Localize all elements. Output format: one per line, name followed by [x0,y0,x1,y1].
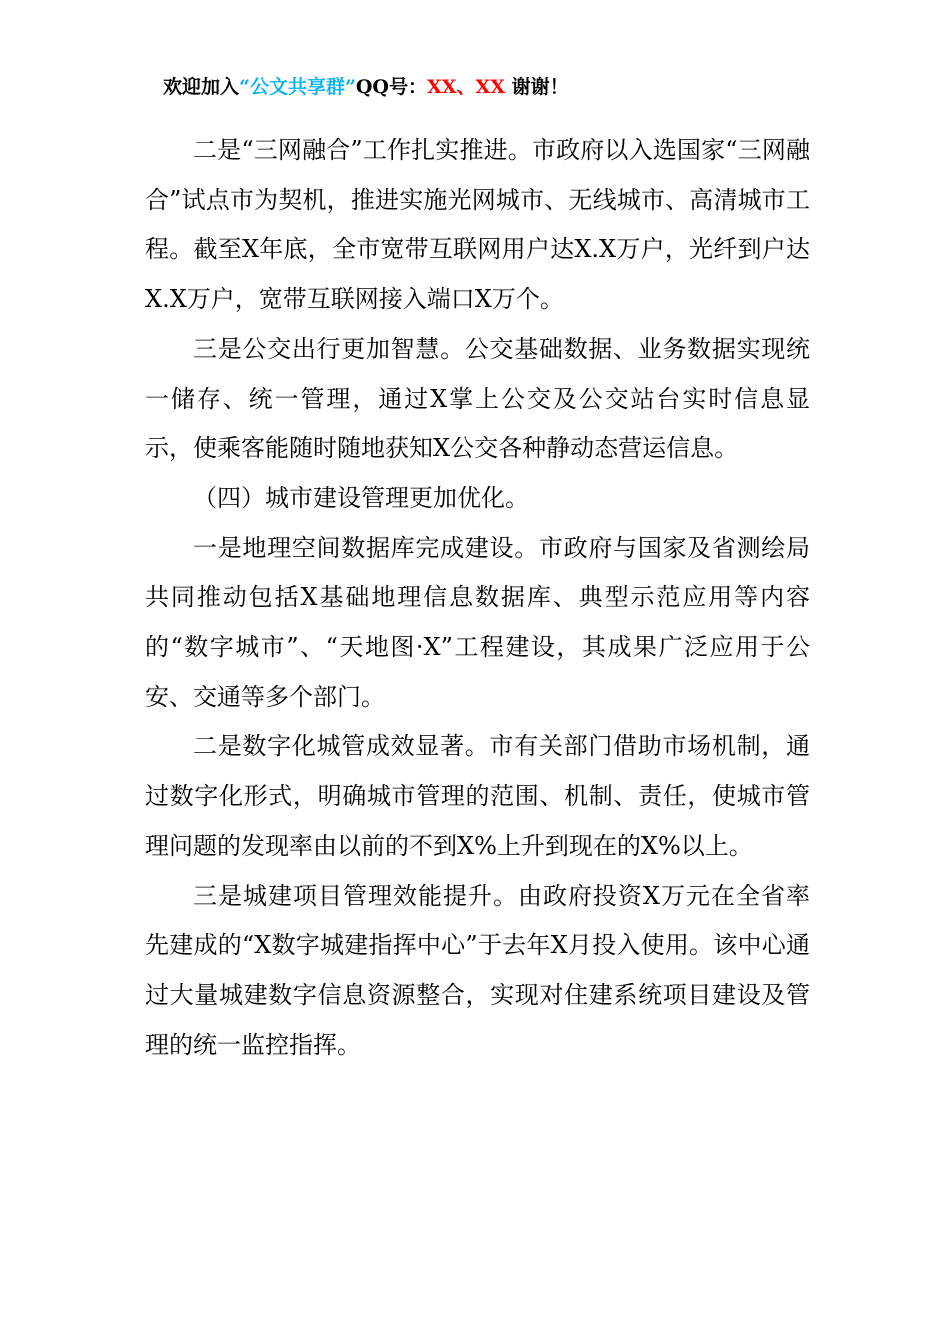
paragraph-geospatial-database: 一是地理空间数据库完成建设。市政府与国家及省测绘局共同推动包括X基础地理信息数据库、典型示范应用等内容的“数字城市”、“天地图·X”工程建设，其成果广泛应用于公安、交通等多个部门。 [145,533,810,711]
header-thanks: 谢谢！ [504,76,569,98]
header-group-name: “公文共享群” [239,76,356,98]
header-qq-numbers: XX、XX [426,76,505,98]
paragraph-triple-network: 二是“三网融合”工作扎实推进。市政府以入选国家“三网融合”试点市为契机，推进实施光网城市、无线城市、高清城市工程。截至X年底，全市宽带互联网用户达X.X万户，光纤到户达X.X万户，宽带互联网接入端口X万个。 [145,136,810,314]
paragraph-digital-city-management: 二是数字化城管成效显著。市有关部门借助市场机制，通过数字化形式，明确城市管理的范围、机制、责任，使城市管理问题的发现率由以前的不到X%上升到现在的X%以上。 [145,732,810,860]
header-qq-label: QQ号： [355,76,427,98]
paragraph-construction-project-management: 三是城建项目管理效能提升。由政府投资X万元在全省率先建成的“X数字城建指挥中心”于去年X月投入使用。该中心通过大量城建数字信息资源整合，实现对住建系统项目建设及管理的统一监控指挥。 [145,881,810,1059]
document-body [145,126,810,1070]
section-heading-urban-construction: （四）城市建设管理更加优化。 [193,483,529,512]
paragraph-smart-transit: 三是公交出行更加智慧。公交基础数据、业务数据实现统一储存、统一管理，通过X掌上公交及公交站台实时信息显示，使乘客能随时随地获知X公交各种静动态营运信息。 [145,334,810,463]
header-banner [163,72,569,102]
header-prefix: 欢迎加入 [163,76,240,98]
